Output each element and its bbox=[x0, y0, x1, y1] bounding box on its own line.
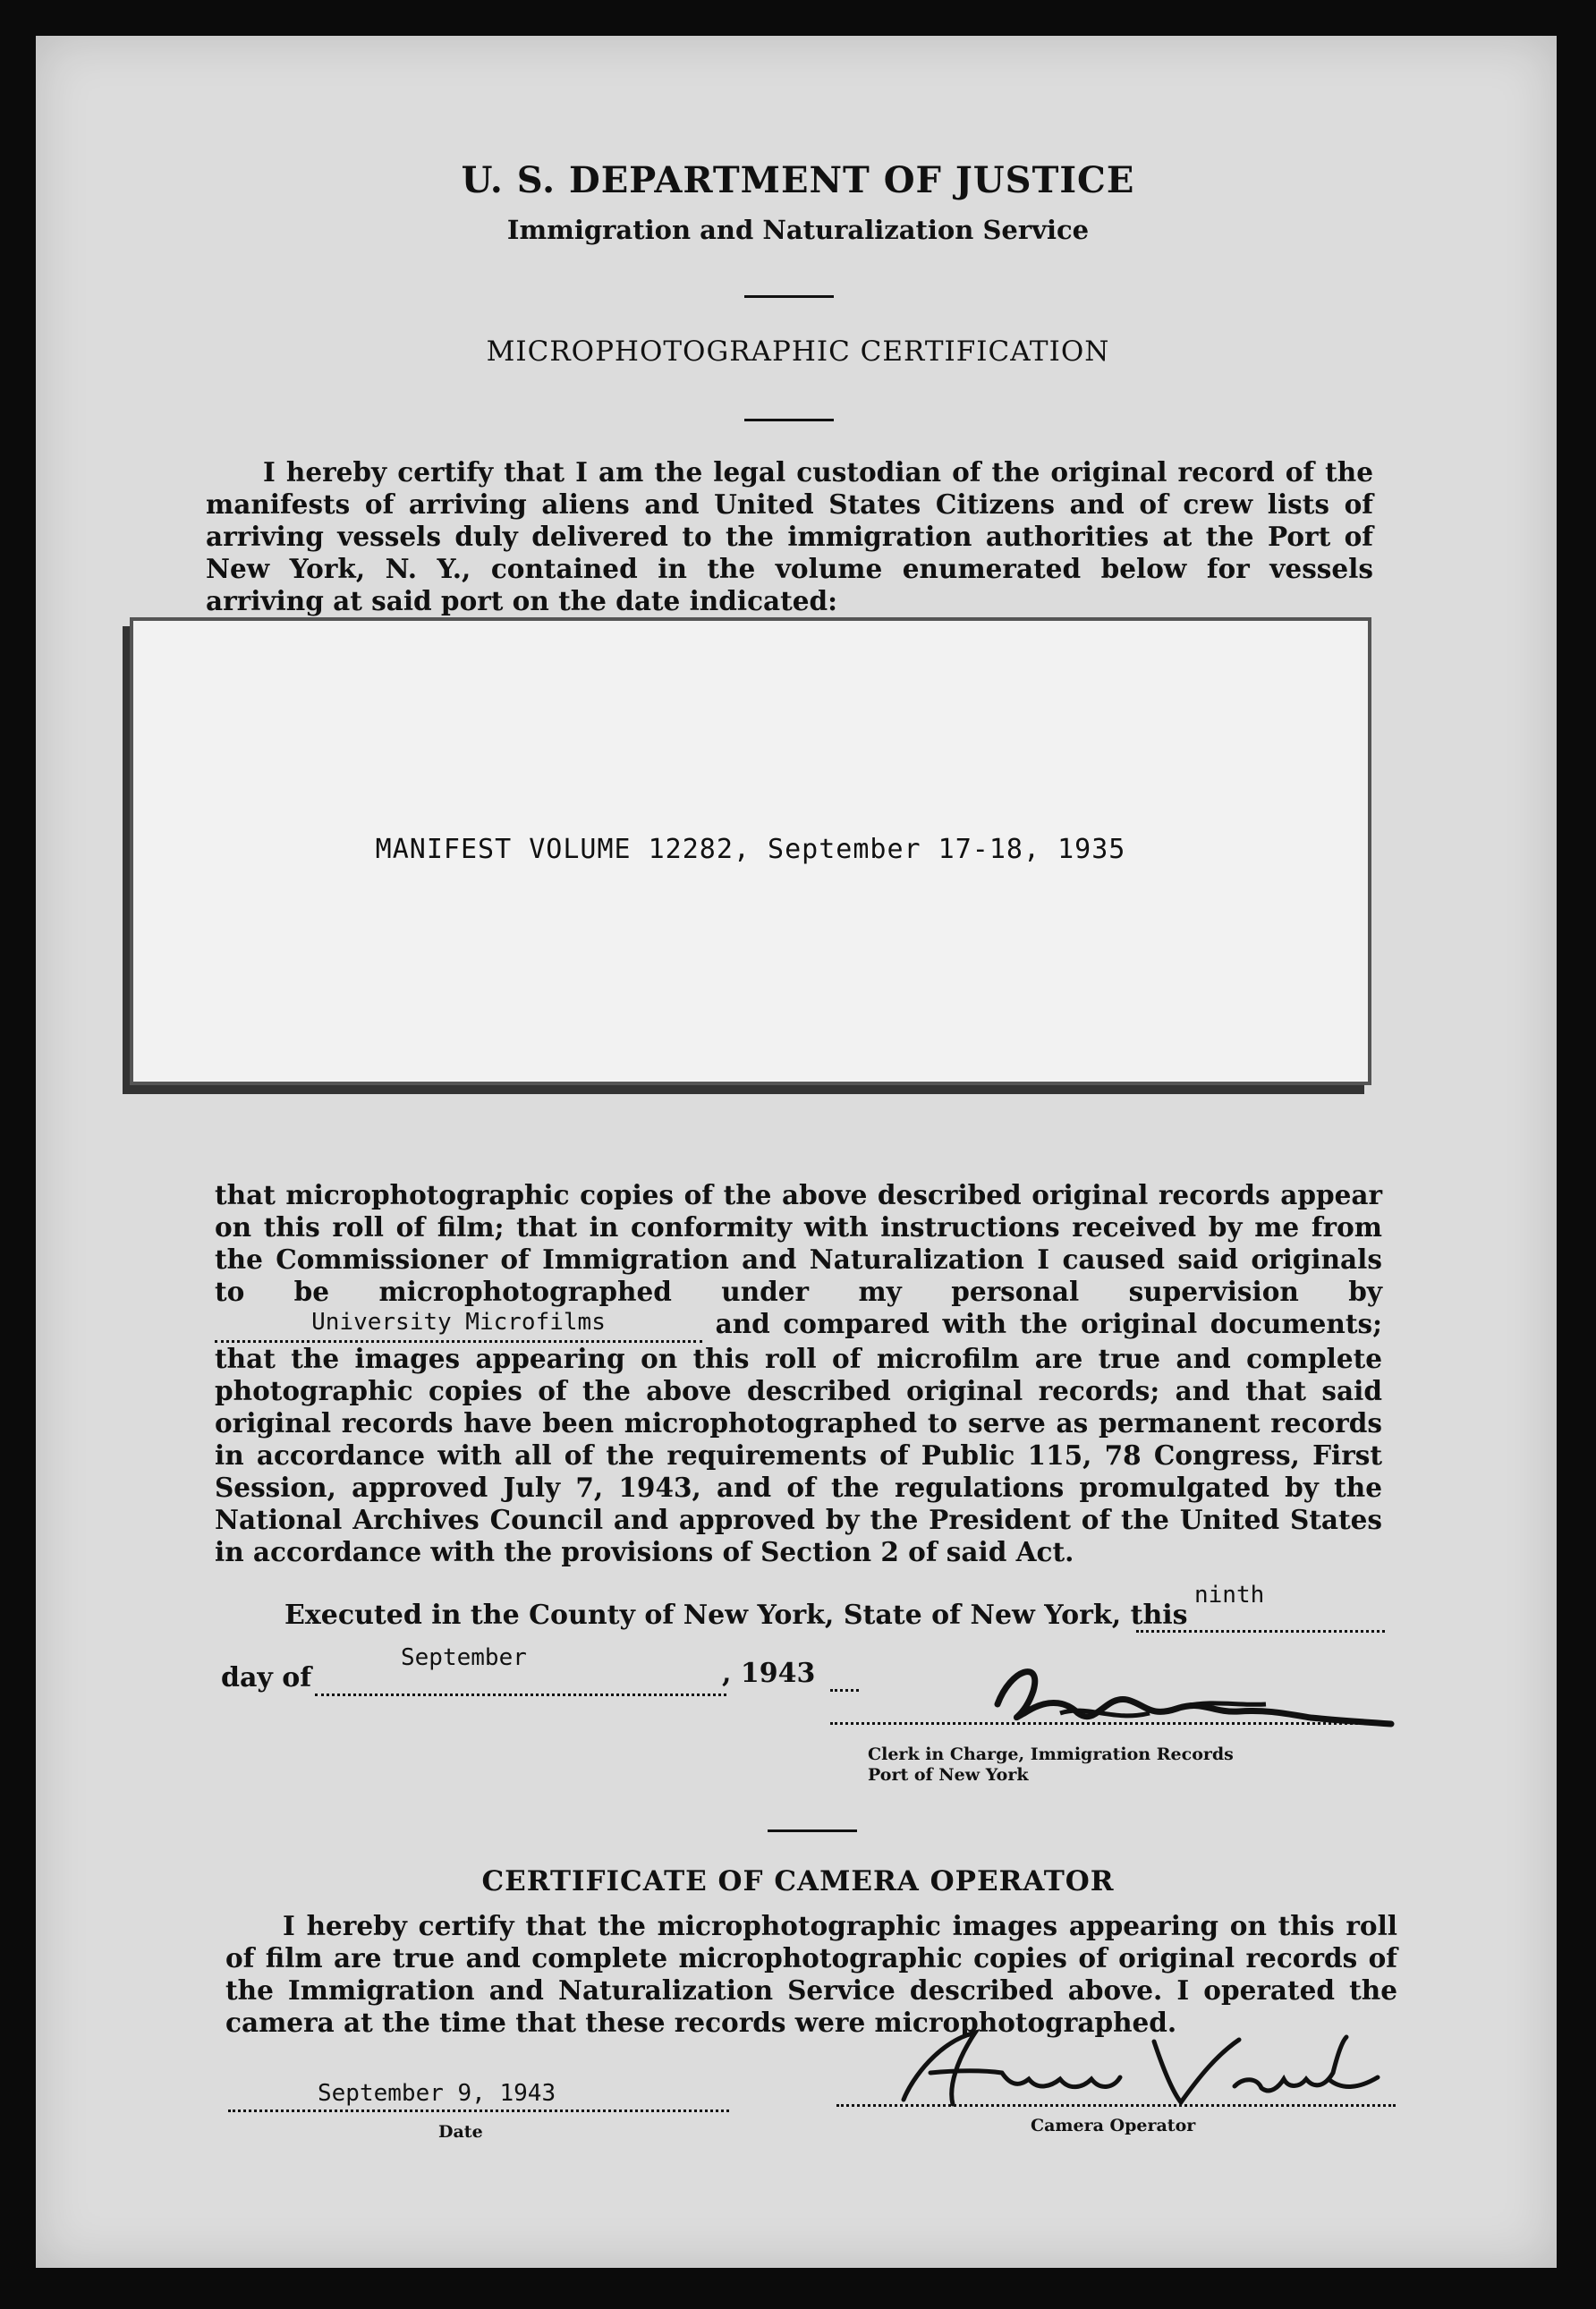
divider-2 bbox=[744, 419, 834, 421]
filmed-by-value: University Microfilms bbox=[311, 1309, 606, 1336]
date-line bbox=[228, 2110, 729, 2112]
date-value: September 9, 1943 bbox=[318, 2080, 556, 2107]
clerk-title bbox=[868, 1744, 1234, 1786]
executed-day-value: ninth bbox=[1194, 1582, 1265, 1609]
camera-operator-heading: CERTIFICATE OF CAMERA OPERATOR bbox=[481, 1865, 1115, 1897]
department-title: U. S. DEPARTMENT OF JUSTICE bbox=[461, 159, 1135, 201]
operator-label: Camera Operator bbox=[1031, 2116, 1196, 2135]
intro-paragraph: I hereby certify that I am the legal custodian of the original record of the manifests of arriving aliens and United States Citizens and of crew lists of arriving vessels duly delivered to the immigration authorities at the Port of New York, N. Y., contained in the volume enumerated below for vessels arriving at said port on the date indicated: bbox=[206, 456, 1373, 616]
executed-day-line bbox=[1136, 1630, 1385, 1633]
divider-3 bbox=[768, 1829, 857, 1832]
service-subtitle: Immigration and Naturalization Service bbox=[506, 215, 1090, 245]
year-dots bbox=[830, 1689, 859, 1692]
clerk-title-line-1: Clerk in Charge, Immigration Records bbox=[868, 1744, 1234, 1764]
body-part-2: and compared with the original documents; that the images appearing on this roll of microfilm are true and complete photographic copies of the above described original records; and that said original records have been microphotographed to serve as permanent records in accordance with all of the requirements of Public 115, 78 Congress, First Session, approved July 7, 1943, and of the regulations promulgated by the National Archives Council and approved by the President of the United States in accordance with the provisions of Section 2 of said Act. bbox=[215, 1308, 1382, 1567]
manifest-volume-box bbox=[130, 617, 1371, 1085]
filmed-by-field bbox=[215, 1308, 702, 1343]
day-of-label: day of bbox=[221, 1662, 312, 1694]
date-label: Date bbox=[438, 2122, 483, 2142]
executed-prefix: Executed in the County of New York, State of New York, this bbox=[284, 1600, 1188, 1631]
manifest-volume-text: MANIFEST VOLUME 12282, September 17-18, 1935 bbox=[375, 834, 1126, 865]
body-part-1: that microphotographic copies of the above described original records appear on this roll of film; that in conformity with instructions received by me from the Commissioner of Immigration and Naturalization I caused said originals to be microphotographed under my personal supervision by bbox=[215, 1179, 1382, 1307]
operator-signature bbox=[886, 2024, 1387, 2122]
month-value: September bbox=[401, 1644, 527, 1671]
certification-body bbox=[215, 1179, 1382, 1568]
divider-1 bbox=[744, 295, 834, 298]
clerk-title-line-2: Port of New York bbox=[868, 1765, 1029, 1785]
certification-title: MICROPHOTOGRAPHIC CERTIFICATION bbox=[486, 335, 1110, 368]
month-line bbox=[315, 1694, 726, 1696]
executed-year: , 1943 bbox=[722, 1658, 816, 1689]
camera-operator-paragraph: I hereby certify that the microphotographic images appearing on this roll of film are true and complete microphotographic copies of original records of the Immigration and Naturalization Service described above. I operated the camera at the time that these records were microphotographed. bbox=[225, 1910, 1397, 2038]
clerk-signature bbox=[971, 1651, 1400, 1749]
